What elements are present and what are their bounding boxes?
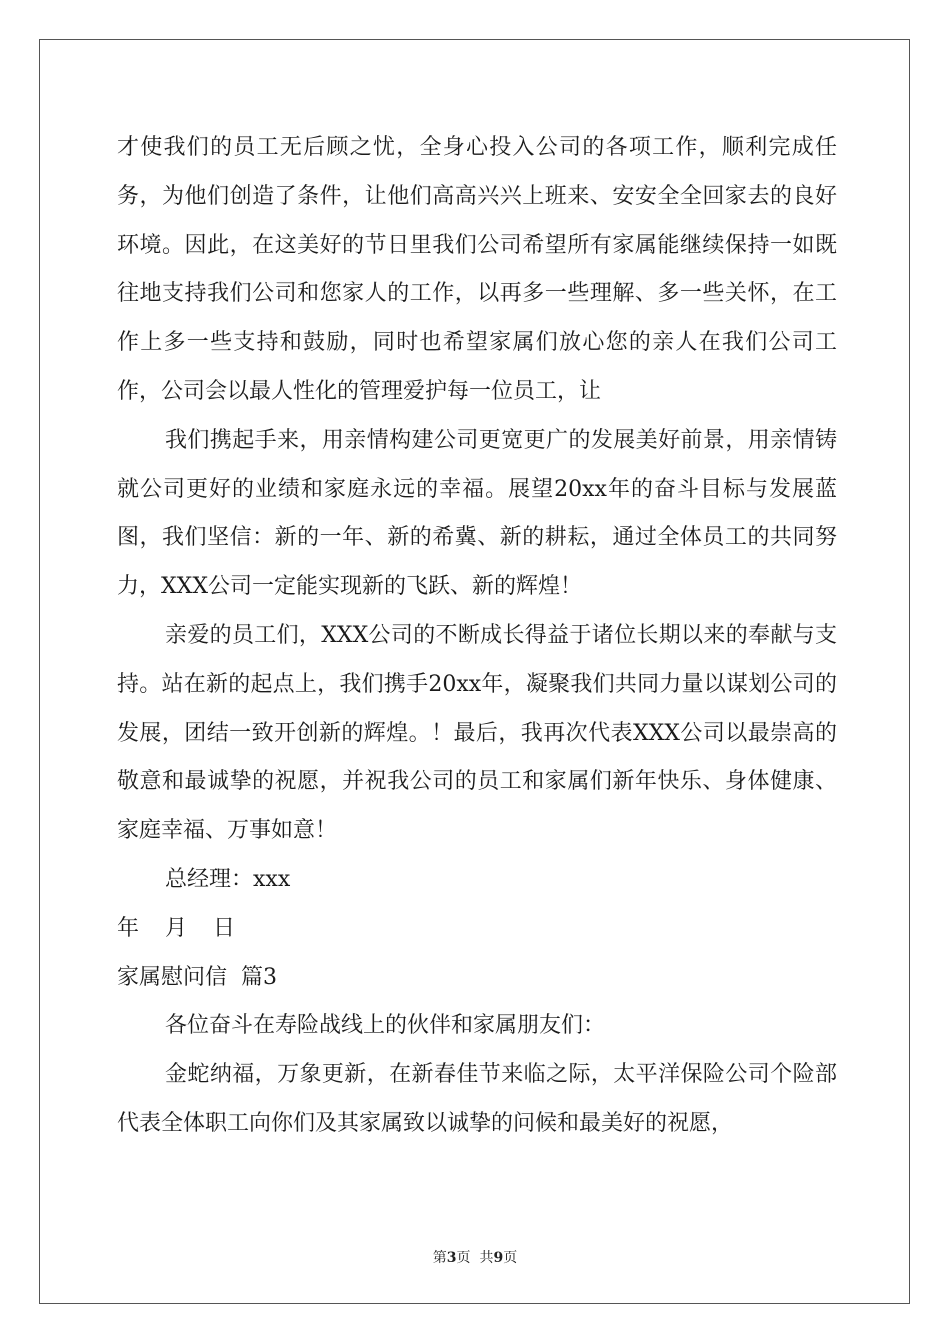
signature-line: 总经理：xxx <box>165 866 291 892</box>
document-body <box>117 124 837 1149</box>
date-day: 日 <box>213 915 236 941</box>
paragraph-1: 才使我们的员工无后顾之忧，全身心投入公司的各项工作，顺利完成任务，为他们创造了条件，让他们高高兴兴上班来、安安全全回家去的良好环境。因此，在这美好的节日里我们公司希望所有家属能继续保持一如既往地支持我们公司和您家人的工作，以再多一些理解、多一些关怀，在工作上多一些支持和鼓励，同时也希望家属们放心您的亲人在我们公司工作，公司会以最人性化的管理爱护每一位员工，让 <box>117 135 837 404</box>
section-heading: 家属慰问信 篇3 <box>117 964 277 990</box>
paragraph-2: 我们携起手来，用亲情构建公司更宽更广的发展美好前景，用亲情铸就公司更好的业绩和家庭永远的幸福。展望20xx年的奋斗目标与发展蓝图，我们坚信：新的一年、新的希冀、新的耕耘，通过全体员工的共同努力，XXX公司一定能实现新的飞跃、新的辉煌！ <box>117 427 837 600</box>
date-year: 年 <box>117 915 140 941</box>
footer-page-prefix: 第 <box>432 1250 447 1266</box>
footer-page-total: 9 <box>493 1250 504 1266</box>
date-month: 月 <box>165 915 188 941</box>
footer-page-suffix: 页 <box>503 1250 518 1266</box>
greeting: 各位奋斗在寿险战线上的伙伴和家属朋友们： <box>165 1013 606 1039</box>
page-footer <box>0 1247 950 1267</box>
footer-page-mid: 页 共 <box>456 1250 494 1266</box>
footer-page-current: 3 <box>446 1250 457 1266</box>
paragraph-3: 亲爱的员工们，XXX公司的不断成长得益于诸位长期以来的奉献与支持。站在新的起点上，我们携手20xx年，凝聚我们共同力量以谋划公司的发展，团结一致开创新的辉煌。！最后，我再次代表XXX公司以最崇高的敬意和最诚挚的祝愿，并祝我公司的员工和家属们新年快乐、身体健康、家庭幸福、万事如意！ <box>117 622 837 844</box>
date-line <box>117 905 837 954</box>
paragraph-4: 金蛇纳福，万象更新，在新春佳节来临之际，太平洋保险公司个险部代表全体职工向你们及其家属致以诚挚的问候和最美好的祝愿， <box>117 1062 837 1136</box>
